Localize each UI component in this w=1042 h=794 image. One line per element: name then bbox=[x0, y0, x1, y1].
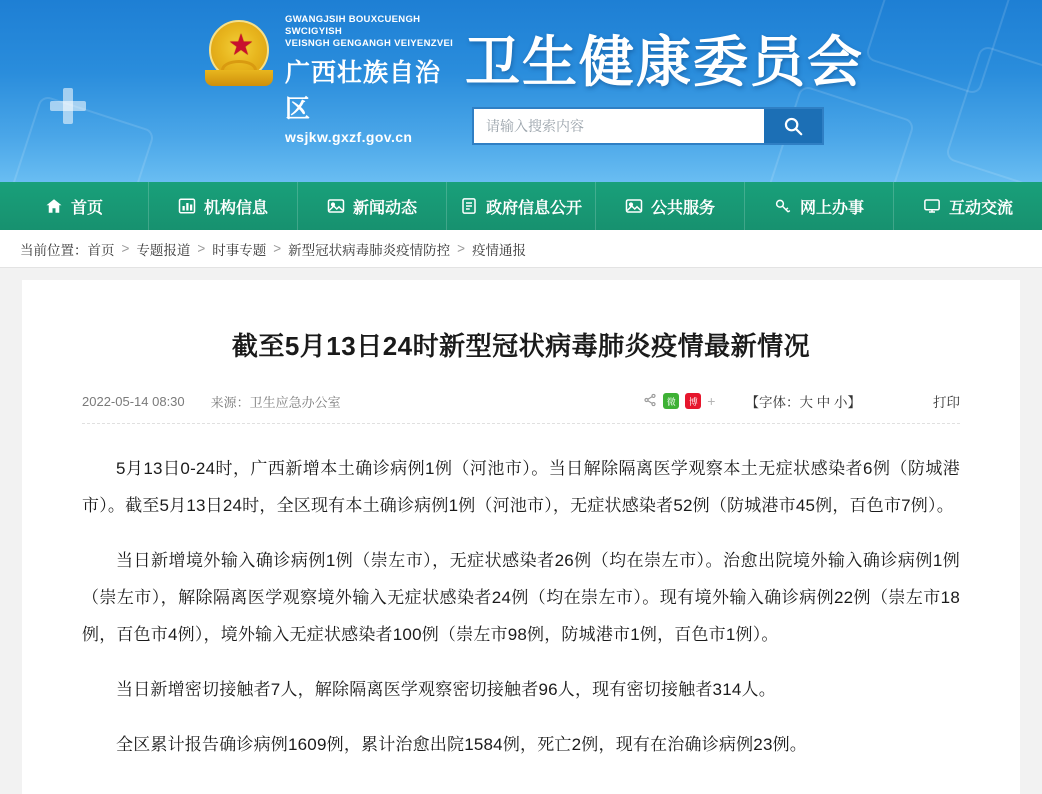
site-header bbox=[0, 0, 1042, 182]
nav-item-organization-info[interactable] bbox=[149, 182, 298, 230]
search-icon bbox=[782, 115, 804, 137]
nav-item-public-service[interactable] bbox=[596, 182, 745, 230]
article-paragraph: 5月13日0-24时，广西新增本土确诊病例1例（河池市）。当日解除隔离医学观察本土无症状感染者6例（防城港市）。截至5月13日24时，全区现有本土确诊病例1例（河池市），无症状感染者52例（防城港市45例，百色市7例）。 bbox=[82, 459, 960, 515]
breadcrumb-separator: > bbox=[121, 241, 130, 256]
font-size-label-end: 】 bbox=[847, 395, 861, 410]
share-icon[interactable] bbox=[643, 393, 657, 410]
image-icon bbox=[327, 197, 345, 215]
main-navigation bbox=[0, 182, 1042, 230]
font-size-medium[interactable]: 中 bbox=[816, 395, 831, 410]
document-icon bbox=[460, 197, 478, 215]
nav-item-label: 政府信息公开 bbox=[485, 199, 582, 217]
page-title: 截至5月13日24时新型冠状病毒肺炎疫情最新情况 bbox=[231, 331, 811, 361]
wechat-share-icon[interactable]: 微 bbox=[663, 393, 679, 409]
breadcrumb-separator: > bbox=[197, 241, 206, 256]
share-group bbox=[643, 393, 715, 410]
medical-cross-icon bbox=[50, 88, 86, 124]
nav-item-news[interactable] bbox=[298, 182, 447, 230]
site-main-title: 卫生健康委员会 bbox=[465, 32, 865, 93]
more-share-icon[interactable]: + bbox=[707, 393, 716, 409]
home-icon bbox=[45, 197, 63, 215]
breadcrumb-item-special-reports[interactable]: 专题报道 bbox=[136, 242, 191, 258]
font-size-small[interactable]: 小 bbox=[834, 395, 848, 410]
nav-item-home[interactable] bbox=[0, 182, 149, 230]
nav-item-label: 新闻动态 bbox=[352, 199, 417, 217]
nav-item-online-services[interactable] bbox=[745, 182, 894, 230]
breadcrumb-item-current-topics[interactable]: 时事专题 bbox=[212, 242, 267, 258]
site-url: wsjkw.gxzf.gov.cn bbox=[285, 129, 413, 145]
page-content-wrapper bbox=[0, 268, 1042, 794]
breadcrumb-label: 当前位置： bbox=[20, 242, 88, 258]
weibo-share-icon[interactable]: 博 bbox=[685, 393, 701, 409]
monitor-icon bbox=[923, 197, 941, 215]
org-pinyin-line2: VEISNGH GENGANGH VEIYENZVEI bbox=[285, 38, 454, 49]
picture-icon bbox=[625, 197, 643, 215]
font-size-label: 【字体： bbox=[745, 395, 800, 410]
nav-item-label: 网上办事 bbox=[799, 199, 864, 217]
breadcrumb-item-home[interactable]: 首页 bbox=[87, 242, 115, 258]
print-button[interactable]: 打印 bbox=[933, 395, 960, 410]
nav-item-label: 公共服务 bbox=[650, 199, 715, 217]
chart-icon bbox=[178, 197, 196, 215]
national-emblem-icon: ★ bbox=[203, 16, 275, 88]
font-size-large[interactable]: 大 bbox=[799, 395, 813, 410]
breadcrumb-separator: > bbox=[457, 241, 466, 256]
breadcrumb bbox=[0, 230, 1042, 268]
nav-item-government-disclosure[interactable] bbox=[447, 182, 596, 230]
breadcrumb-item-epidemic-bulletin[interactable]: 疫情通报 bbox=[472, 242, 527, 258]
nav-item-label: 机构信息 bbox=[203, 199, 268, 217]
font-size-control bbox=[745, 391, 861, 411]
key-icon bbox=[774, 197, 792, 215]
nav-item-label: 互动交流 bbox=[948, 199, 1013, 217]
breadcrumb-separator: > bbox=[273, 241, 282, 256]
search-bar[interactable] bbox=[472, 107, 824, 145]
search-input[interactable] bbox=[474, 109, 764, 143]
article-body bbox=[82, 450, 960, 763]
breadcrumb-item-covid-prevention[interactable]: 新型冠状病毒肺炎疫情防控 bbox=[288, 242, 451, 258]
article-meta bbox=[82, 391, 960, 424]
article-source: 来源：卫生应急办公室 bbox=[210, 394, 341, 410]
nav-item-interaction[interactable] bbox=[894, 182, 1042, 230]
org-name-cn: 广西壮族自治区 bbox=[285, 60, 442, 123]
article-container bbox=[22, 280, 1020, 794]
org-pinyin-line1: GWANGJSIH BOUXCUENGH SWCIGYISH bbox=[285, 14, 421, 37]
article-paragraph: 当日新增境外输入确诊病例1例（崇左市），无症状感染者26例（均在崇左市）。治愈出院境外输入确诊病例1例（崇左市），解除隔离医学观察境外输入无症状感染者24例（均在崇左市）。现有境外输入确诊病例22例（崇左市18例，百色市4例），境外输入无症状感染者100例（崇左市98例，防城港市1例，百色市1例）。 bbox=[82, 551, 960, 644]
article-paragraph: 当日新增密切接触者7人，解除隔离医学观察密切接触者96人，现有密切接触者314人。 bbox=[116, 680, 776, 699]
search-button[interactable] bbox=[764, 109, 822, 143]
article-paragraph: 全区累计报告确诊病例1609例，累计治愈出院1584例，死亡2例，现有在治确诊病例23例。 bbox=[116, 735, 807, 754]
org-title-block bbox=[285, 14, 465, 145]
publish-date: 2022-05-14 08:30 bbox=[82, 393, 185, 409]
nav-item-label: 首页 bbox=[70, 199, 103, 217]
